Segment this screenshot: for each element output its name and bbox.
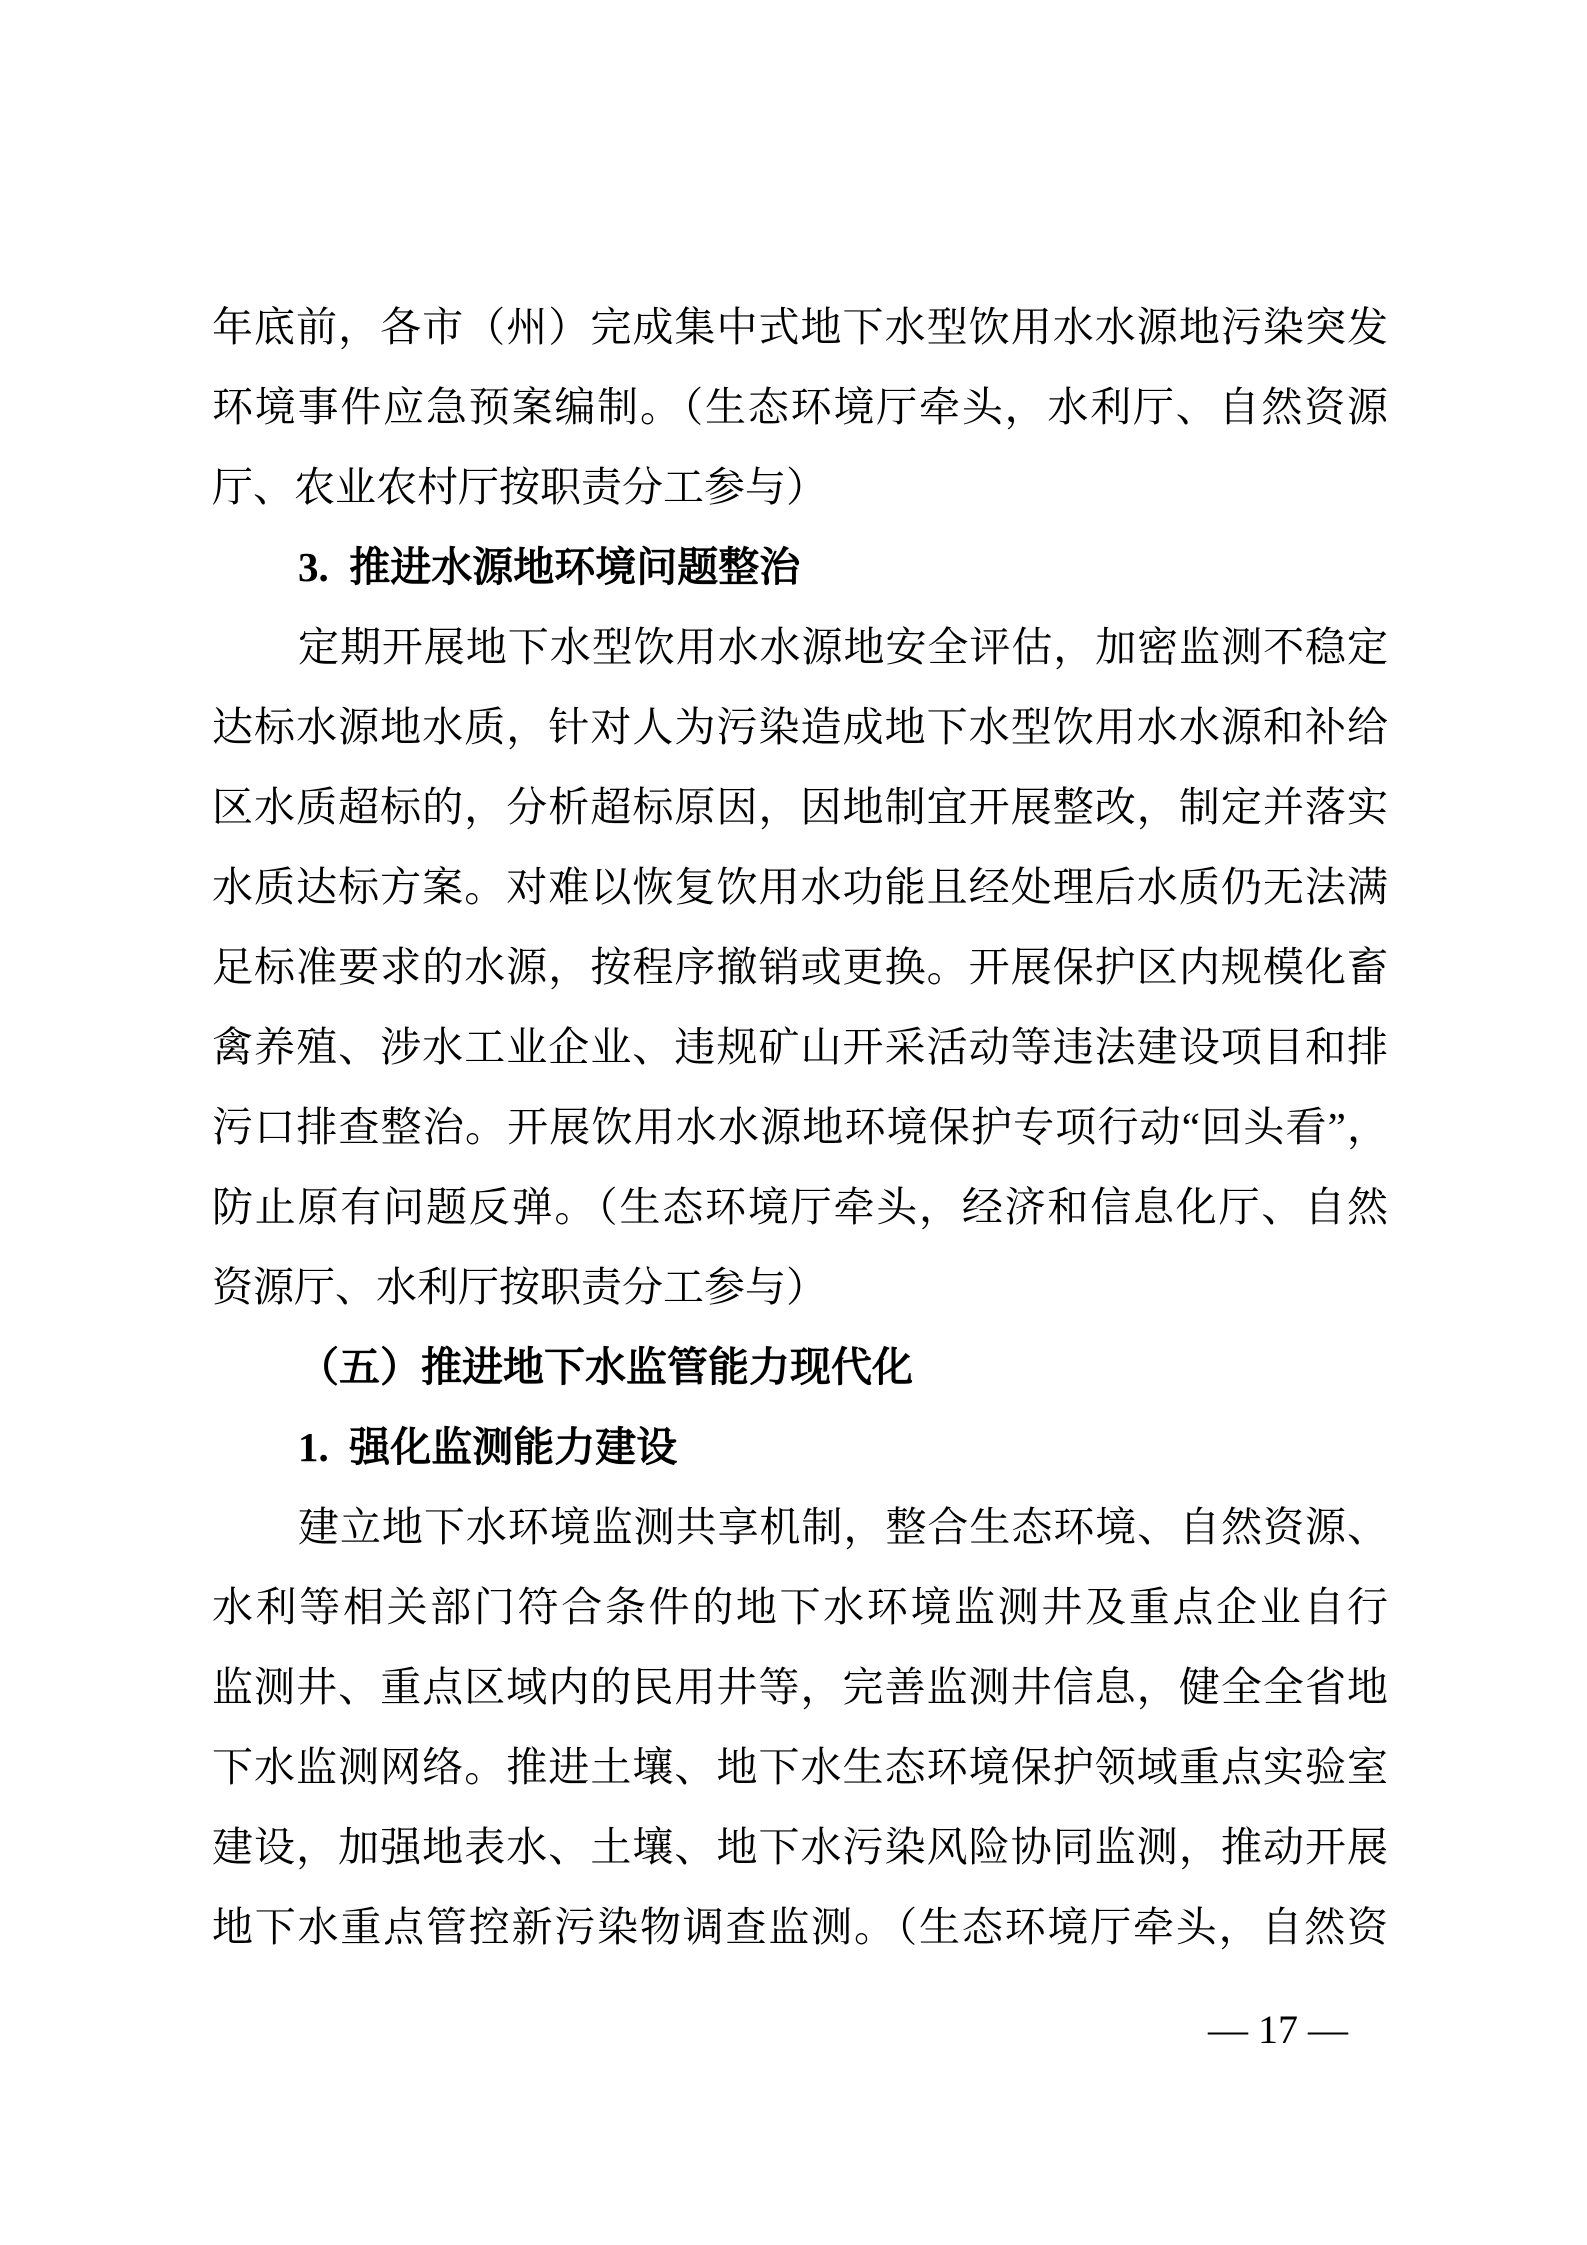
body-line: 防止原有问题反弹。（生态环境厅牵头，经济和信息化厅、自然 bbox=[212, 1184, 1388, 1230]
page-number: — 17 — bbox=[1208, 2007, 1348, 2052]
body-line: 建设，加强地表水、土壤、地下水污染风险协同监测，推动开展 bbox=[212, 1824, 1388, 1870]
heading-section-5: （五）推进地下水监管能力现代化 bbox=[298, 1344, 913, 1390]
body-line: 区水质超标的，分析超标原因，因地制宜开展整改，制定并落实 bbox=[212, 784, 1388, 830]
body-line: 厅、农业农村厅按职责分工参与） bbox=[212, 464, 827, 510]
body-line: 下水监测网络。推进土壤、地下水生态环境保护领域重点实验室 bbox=[212, 1744, 1388, 1790]
body-line: 污口排查整治。开展饮用水水源地环境保护专项行动“回头看”， bbox=[212, 1104, 1388, 1150]
body-line: 监测井、重点区域内的民用井等，完善监测井信息，健全全省地 bbox=[212, 1664, 1388, 1710]
body-line: 建立地下水环境监测共享机制，整合生态环境、自然资源、 bbox=[298, 1504, 1388, 1550]
body-line: 水质达标方案。对难以恢复饮用水功能且经处理后水质仍无法满 bbox=[212, 864, 1388, 910]
body-line: 地下水重点管控新污染物调查监测。（生态环境厅牵头，自然资 bbox=[212, 1904, 1388, 1950]
body-line: 禽养殖、涉水工业企业、违规矿山开采活动等违法建设项目和排 bbox=[212, 1024, 1388, 1070]
heading-numbered-1: 1. 强化监测能力建设 bbox=[298, 1424, 678, 1470]
body-line: 环境事件应急预案编制。（生态环境厅牵头，水利厅、自然资源 bbox=[212, 384, 1388, 430]
body-line: 足标准要求的水源，按程序撤销或更换。开展保护区内规模化畜 bbox=[212, 944, 1388, 990]
heading-numbered-3: 3. 推进水源地环境问题整治 bbox=[298, 544, 801, 590]
body-line: 年底前，各市（州）完成集中式地下水型饮用水水源地污染突发 bbox=[212, 304, 1388, 350]
body-line: 定期开展地下水型饮用水水源地安全评估，加密监测不稳定 bbox=[298, 624, 1388, 670]
body-line: 水利等相关部门符合条件的地下水环境监测井及重点企业自行 bbox=[212, 1584, 1388, 1630]
document-body bbox=[212, 287, 1388, 1967]
body-line: 达标水源地水质，针对人为污染造成地下水型饮用水水源和补给 bbox=[212, 704, 1388, 750]
body-line: 资源厅、水利厅按职责分工参与） bbox=[212, 1264, 827, 1310]
